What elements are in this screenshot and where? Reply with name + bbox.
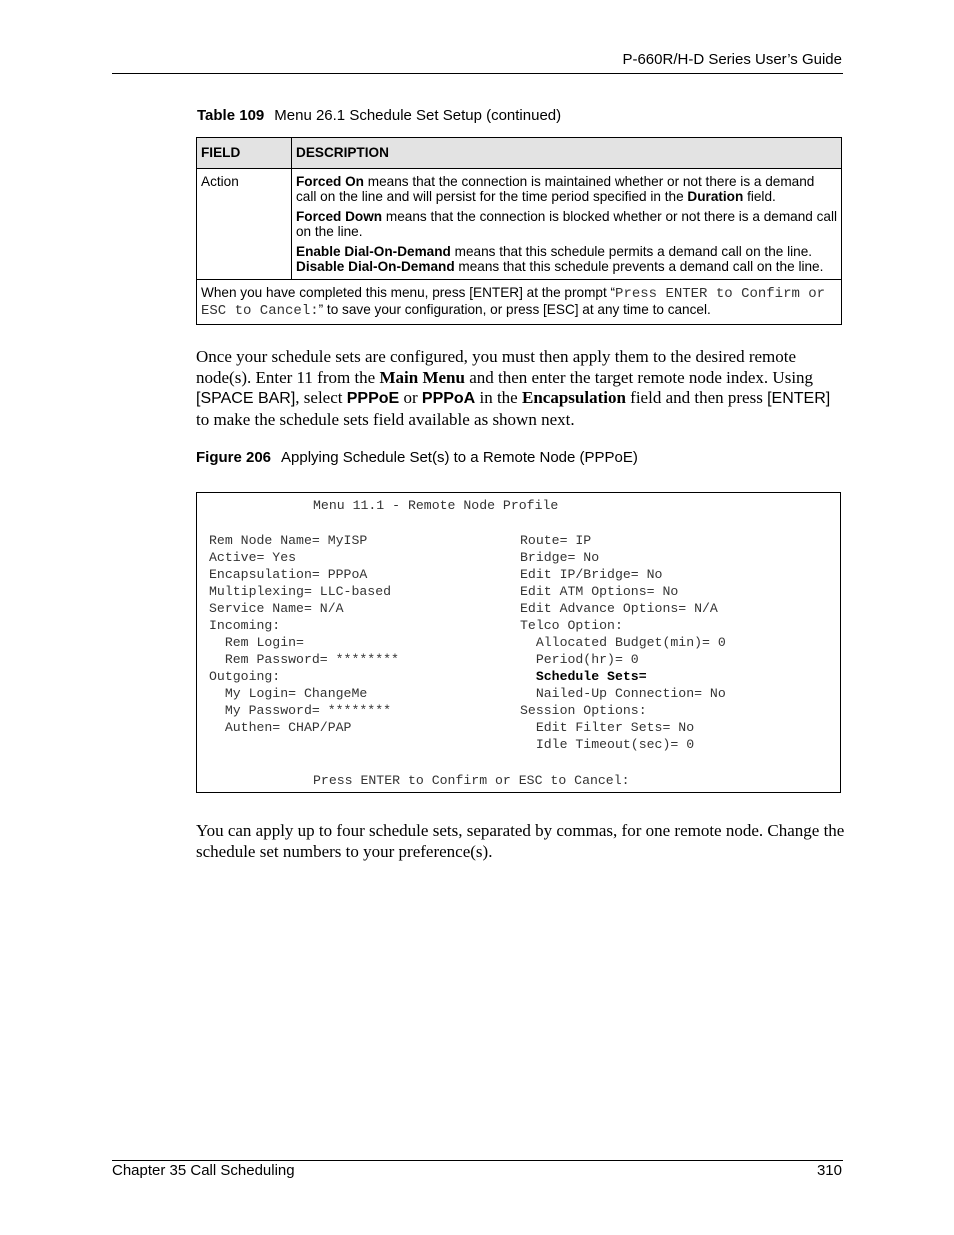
schedule-set-table [196,137,842,325]
screen-line: Authen= CHAP/PAP [209,720,352,735]
description-forced-on [296,174,837,205]
term-main-menu: Main Menu [379,367,465,387]
screen-line: Rem Node Name= MyISP [209,533,368,548]
running-header-title: P-660R/H-D Series User’s Guide [622,51,842,68]
footer-text: When you have completed this menu, press [ENTER] at the prompt “ [201,284,616,300]
screen-line: Edit IP/Bridge= No [520,567,663,582]
text-run: field and then press [625,388,768,407]
column-header-field: FIELD [197,138,292,169]
desc-text: field. [743,189,776,204]
screen-line: Edit Filter Sets= No [520,720,695,735]
screen-line: Multiplexing= LLC-based [209,584,392,599]
key-space-bar: [SPACE BAR] [196,390,296,407]
screen-line: Encapsulation= PPPoA [209,567,368,582]
screen-line: My Password= ******** [209,703,392,718]
screen-line: Idle Timeout(sec)= 0 [520,737,695,752]
footer-text: ” to save your configuration, or press [ESC] at any time to cancel. [318,302,711,317]
body-paragraph: You can apply up to four schedule sets, separated by commas, for one remote node. Change the schedule set numbers to your preference(s). [196,821,845,861]
desc-text: means that the connection is maintained whether or not there is a demand call on the line and will persist for the time period specified in the [296,173,815,204]
screen-line: Session Options: [520,703,647,718]
key-enter: [ENTER] [767,390,831,407]
desc-text: means that this schedule prevents a demand call on the line. [454,259,824,274]
screen-line: Bridge= No [520,550,600,565]
description-forced-down [296,209,837,240]
figure-label: Figure 206 [196,449,272,466]
text-run: in the [475,388,522,407]
terminal-screen [196,492,841,793]
screen-prompt: Press ENTER to Confirm or ESC to Cancel: [313,773,630,788]
figure-text: Applying Schedule Set(s) to a Remote Node (PPPoE) [281,449,638,466]
term-enable-dod: Enable Dial-On-Demand [296,243,451,259]
screen-line: Incoming: [209,618,281,633]
term-forced-down: Forced Down [296,208,383,224]
screen-line: Allocated Budget(min)= 0 [520,635,726,650]
screen-line: Active= Yes [209,550,297,565]
column-header-description: DESCRIPTION [292,138,842,169]
desc-text: means that the connection is blocked whether or not there is a demand call on the line. [296,208,838,239]
text-run: , select [295,388,347,407]
table-caption [197,107,561,124]
header-divider [112,73,843,74]
screen-line: Schedule Sets= [520,669,647,684]
table-row [197,168,842,279]
description-cell [292,168,842,279]
body-paragraph [196,347,846,430]
field-cell: Action [197,168,292,279]
table-caption-text: Menu 26.1 Schedule Set Setup (continued) [274,107,562,124]
footer-page-number: 310 [816,1162,842,1179]
desc-text: means that this schedule permits a demand call on the line. [450,243,813,259]
table-footer-cell [197,279,842,324]
term-disable-dod: Disable Dial-On-Demand [296,259,455,274]
screen-line: Period(hr)= 0 [520,652,639,667]
term-pppoe: PPPoE [346,390,400,407]
screen-line: My Login= ChangeMe [209,686,368,701]
screen-line: Service Name= N/A [209,601,344,616]
screen-line: Edit ATM Options= No [520,584,679,599]
description-dial-on-demand [296,244,837,275]
screen-line: Edit Advance Options= N/A [520,601,718,616]
figure-caption [196,449,638,466]
footer-chapter: Chapter 35 Call Scheduling [112,1162,295,1179]
text-run: to make the schedule sets field available as shown next. [196,409,575,429]
table-header-row [197,138,842,169]
footer-divider [112,1160,843,1161]
text-run: or [399,388,422,407]
screen-line: Nailed-Up Connection= No [520,686,726,701]
screen-line: Telco Option: [520,618,623,633]
table-footer-row [197,279,842,324]
footer-prompt: Press ENTER to Confirm or ESC to Cancel: [201,285,826,319]
screen-line: Rem Login= [209,635,304,650]
text-run: Once your schedule sets are configured, you must then apply them to the desired remote node(s). Enter 11 from the [196,347,797,387]
term-duration: Duration [687,189,744,204]
term-encapsulation: Encapsulation [521,388,626,407]
table-caption-label: Table 109 [197,107,265,124]
text-run: and then enter the target remote node index. Using [464,367,814,387]
screen-line: Rem Password= ******** [209,652,399,667]
term-forced-on: Forced On [296,173,364,189]
term-pppoa: PPPoA [421,390,476,407]
screen-line: Route= IP [520,533,592,548]
screen-title: Menu 11.1 - Remote Node Profile [313,498,559,513]
screen-line: Outgoing: [209,669,281,684]
